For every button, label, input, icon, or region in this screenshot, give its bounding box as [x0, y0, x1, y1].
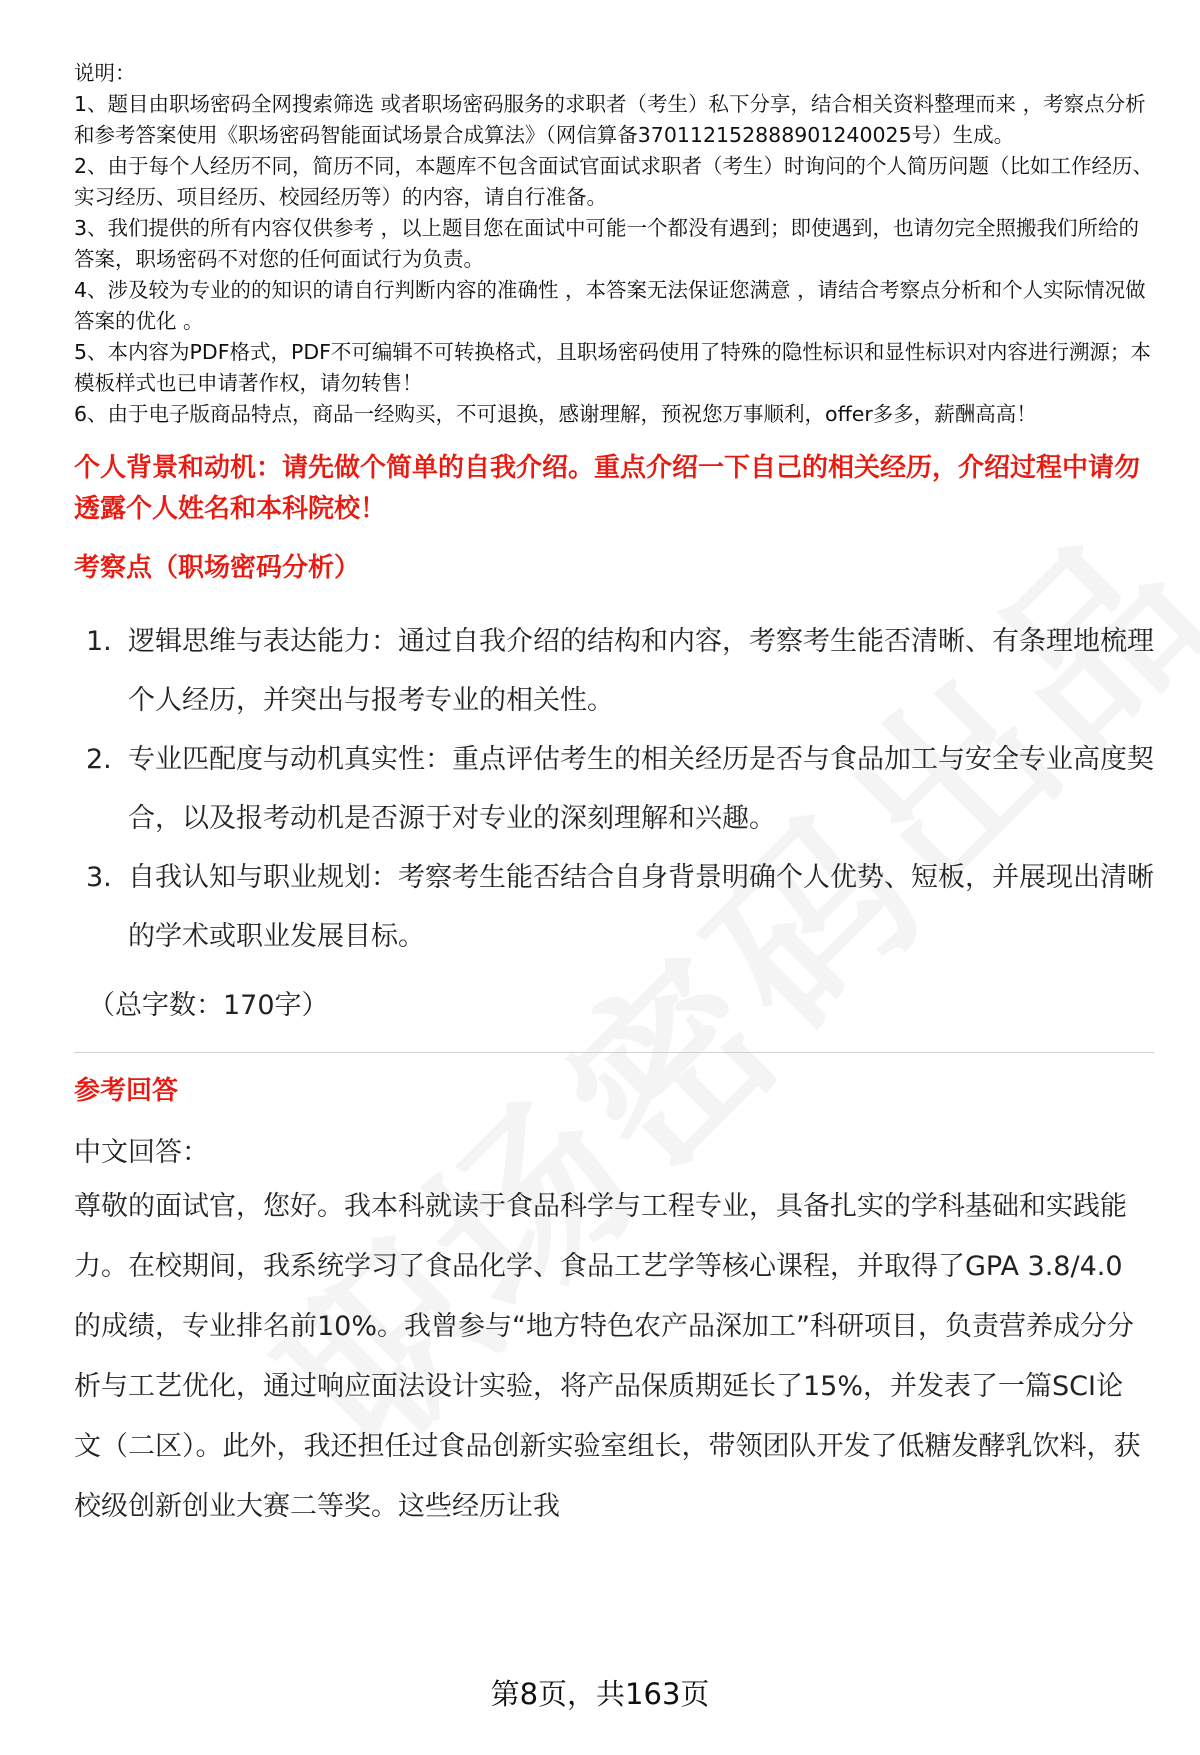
- page-number: 第8页，共163页: [490, 1677, 710, 1711]
- note-item: 2、由于每个人经历不同，简历不同，本题库不包含面试官面试求职者（考生）时询问的个人简历问题（比如工作经历、实习经历、项目经历、校园经历等）的内容，请自行准备。: [74, 154, 1154, 209]
- word-count: （总字数：170字）: [88, 990, 329, 1021]
- document-page: [74, 58, 1154, 1537]
- note-item: 1、题目由职场密码全网搜索筛选 或者职场密码服务的求职者（考生）私下分享，结合相关资料整理而来 ，考察点分析和参考答案使用《职场密码智能面试场景合成算法》（网信算备370112152888901240025号）生成。: [74, 92, 1146, 147]
- divider: [74, 1052, 1154, 1053]
- reference-heading: 参考回答: [74, 1076, 179, 1106]
- note-item: 5、本内容为PDF格式，PDF不可编辑不可转换格式，且职场密码使用了特殊的隐性标识和显性标识对内容进行溯源；本模板样式也已申请著作权，请勿转售！: [74, 340, 1151, 395]
- note-item: 4、涉及较为专业的的知识的请自行判断内容的准确性 ，本答案无法保证您满意 ，请结合考察点分析和个人实际情况做答案的优化 。: [74, 278, 1146, 333]
- list-item: [74, 612, 1154, 730]
- note-item: 6、由于电子版商品特点，商品一经购买，不可退换，感谢理解，预祝您万事顺利，offer多多，薪酬高高！: [74, 402, 1037, 426]
- list-text: 专业匹配度与动机真实性：重点评估考生的相关经历是否与食品加工与安全专业高度契合，以及报考动机是否源于对专业的深刻理解和兴趣。: [128, 744, 1154, 834]
- analysis-points: [74, 612, 1154, 966]
- list-number: 3.: [86, 862, 112, 893]
- list-number: 1.: [86, 626, 112, 657]
- note-item: 3、我们提供的所有内容仅供参考 ，以上题目您在面试中可能一个都没有遇到；即使遇到，也请勿完全照搬我们所给的答案，职场密码不对您的任何面试行为负责。: [74, 216, 1140, 271]
- disclaimer-notes: [74, 58, 1154, 430]
- list-text: 逻辑思维与表达能力：通过自我介绍的结构和内容，考察考生能否清晰、有条理地梳理个人经历，并突出与报考专业的相关性。: [128, 626, 1154, 716]
- answer-text: 尊敬的面试官，您好。我本科就读于食品科学与工程专业，具备扎实的学科基础和实践能力。在校期间，我系统学习了食品化学、食品工艺学等核心课程，并取得了GPA 3.8/4.0的成绩，专业排名前10%。我曾参与“地方特色农产品深加工”科研项目，负责营养成分分析与工艺优化，通过响应面法设计实验，将产品保质期延长了15%，并发表了一篇SCI论文（二区）。此外，我还担任过食品创新实验室组长，带领团队开发了低糖发酵乳饮料，获校级创新创业大赛二等奖。这些经历让我: [74, 1191, 1141, 1522]
- list-text: 自我认知与职业规划：考察考生能否结合自身背景明确个人优势、短板，并展现出清晰的学术或职业发展目标。: [128, 862, 1154, 952]
- list-item: [74, 848, 1154, 966]
- question-heading: 个人背景和动机：请先做个简单的自我介绍。重点介绍一下自己的相关经历，介绍过程中请勿透露个人姓名和本科院校！: [74, 453, 1141, 524]
- answer-label: 中文回答：: [74, 1137, 209, 1168]
- list-number: 2.: [86, 744, 112, 775]
- analysis-heading: 考察点（职场密码分析）: [74, 553, 361, 583]
- list-item: [74, 730, 1154, 848]
- notes-title: 说明：: [74, 61, 136, 85]
